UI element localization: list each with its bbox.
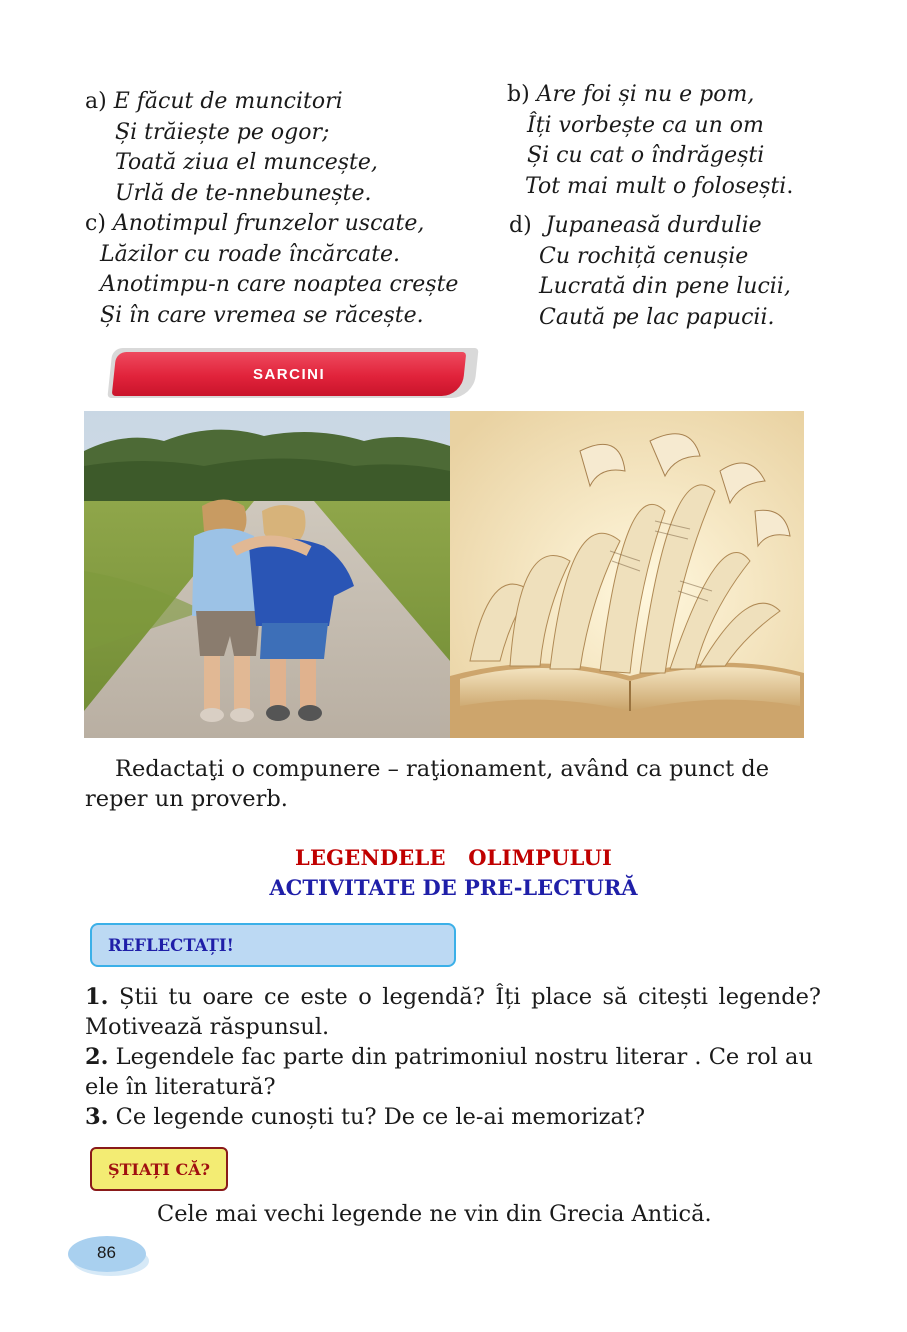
riddle-a-line: Și trăiește pe ogor; <box>115 119 330 145</box>
question-3 <box>85 1102 821 1132</box>
question-text: Știi tu oare ce este o legendă? Îți place să citești legende? Motivează răspunsul. <box>85 984 821 1040</box>
riddle-d-line: Jupaneasă durdulie <box>545 213 762 238</box>
riddle-b-line: Și cu cat o îndrăgești <box>527 143 765 168</box>
sarcini-label: SARCINI <box>252 365 326 383</box>
riddle-c <box>85 209 458 331</box>
riddle-a <box>85 87 378 209</box>
question-number: 1. <box>85 984 109 1010</box>
photo-children-walking <box>84 411 450 738</box>
section-title-text: LEGENDELE OLIMPULUI <box>294 845 613 870</box>
sarcini-banner <box>104 342 478 404</box>
question-text: Ce legende cunoști tu? De ce le-ai memorizat? <box>108 1104 646 1130</box>
riddle-d-line: Cu rochiță cenușie <box>539 243 749 269</box>
task-paragraph: Redactaţi o compunere – raţionament, având ca punct de reper un proverb. <box>85 756 770 812</box>
question-text: Legendele fac parte din patrimoniul nostru literar . Ce rol au ele în literatură? <box>85 1044 813 1100</box>
question-number: 3. <box>85 1104 109 1130</box>
riddle-b <box>507 80 793 202</box>
riddle-c-line: Și în care vremea se răcește. <box>100 302 424 328</box>
riddle-a-line: Urlă de te-nnebunește. <box>115 180 372 206</box>
question-2 <box>85 1042 821 1102</box>
page-number: 86 <box>97 1243 116 1262</box>
riddle-c-line: Anotimpul frunzelor uscate, <box>112 211 425 236</box>
reflect-label: REFLECTAȚI! <box>108 935 234 955</box>
riddle-c-line: Lăzilor cu roade încărcate. <box>100 241 401 267</box>
did-you-know-label: ȘTIAȚI CĂ? <box>108 1159 210 1179</box>
riddle-a-line: Toată ziua el muncește, <box>115 150 378 175</box>
section-title <box>0 845 907 870</box>
children-walking-illustration <box>84 411 450 738</box>
riddle-b-line: Tot mai mult o folosești <box>525 173 787 199</box>
riddle-d <box>509 211 791 333</box>
did-you-know-box <box>90 1147 228 1191</box>
riddle-c-label: c) <box>85 211 106 236</box>
riddle-d-line: Lucrată din pene lucii, <box>539 274 791 299</box>
riddle-b-end: . <box>786 173 794 199</box>
reflect-box <box>90 923 456 967</box>
open-book-illustration <box>450 411 804 738</box>
riddle-d-line: Caută pe lac papucii. <box>539 304 775 330</box>
question-1 <box>85 982 821 1042</box>
sarcini-banner-bar <box>112 352 467 396</box>
riddle-a-label: a) <box>85 89 107 114</box>
question-number: 2. <box>85 1044 109 1070</box>
riddle-b-line: Îți vorbește ca un om <box>527 112 764 138</box>
photo-open-book <box>450 411 804 738</box>
riddle-a-line: E făcut de muncitori <box>113 89 343 114</box>
page-number-badge <box>67 1233 151 1279</box>
riddle-b-line: Are foi și nu e pom, <box>536 82 755 107</box>
section-subtitle: ACTIVITATE DE PRE-LECTURĂ <box>269 875 638 900</box>
fact-text: Cele mai vechi legende ne vin din Grecia Antică. <box>157 1201 712 1227</box>
riddle-c-line: Anotimpu-n care noaptea crește <box>100 272 459 297</box>
riddle-d-label: d) <box>509 213 532 238</box>
riddle-b-label: b) <box>507 82 530 107</box>
